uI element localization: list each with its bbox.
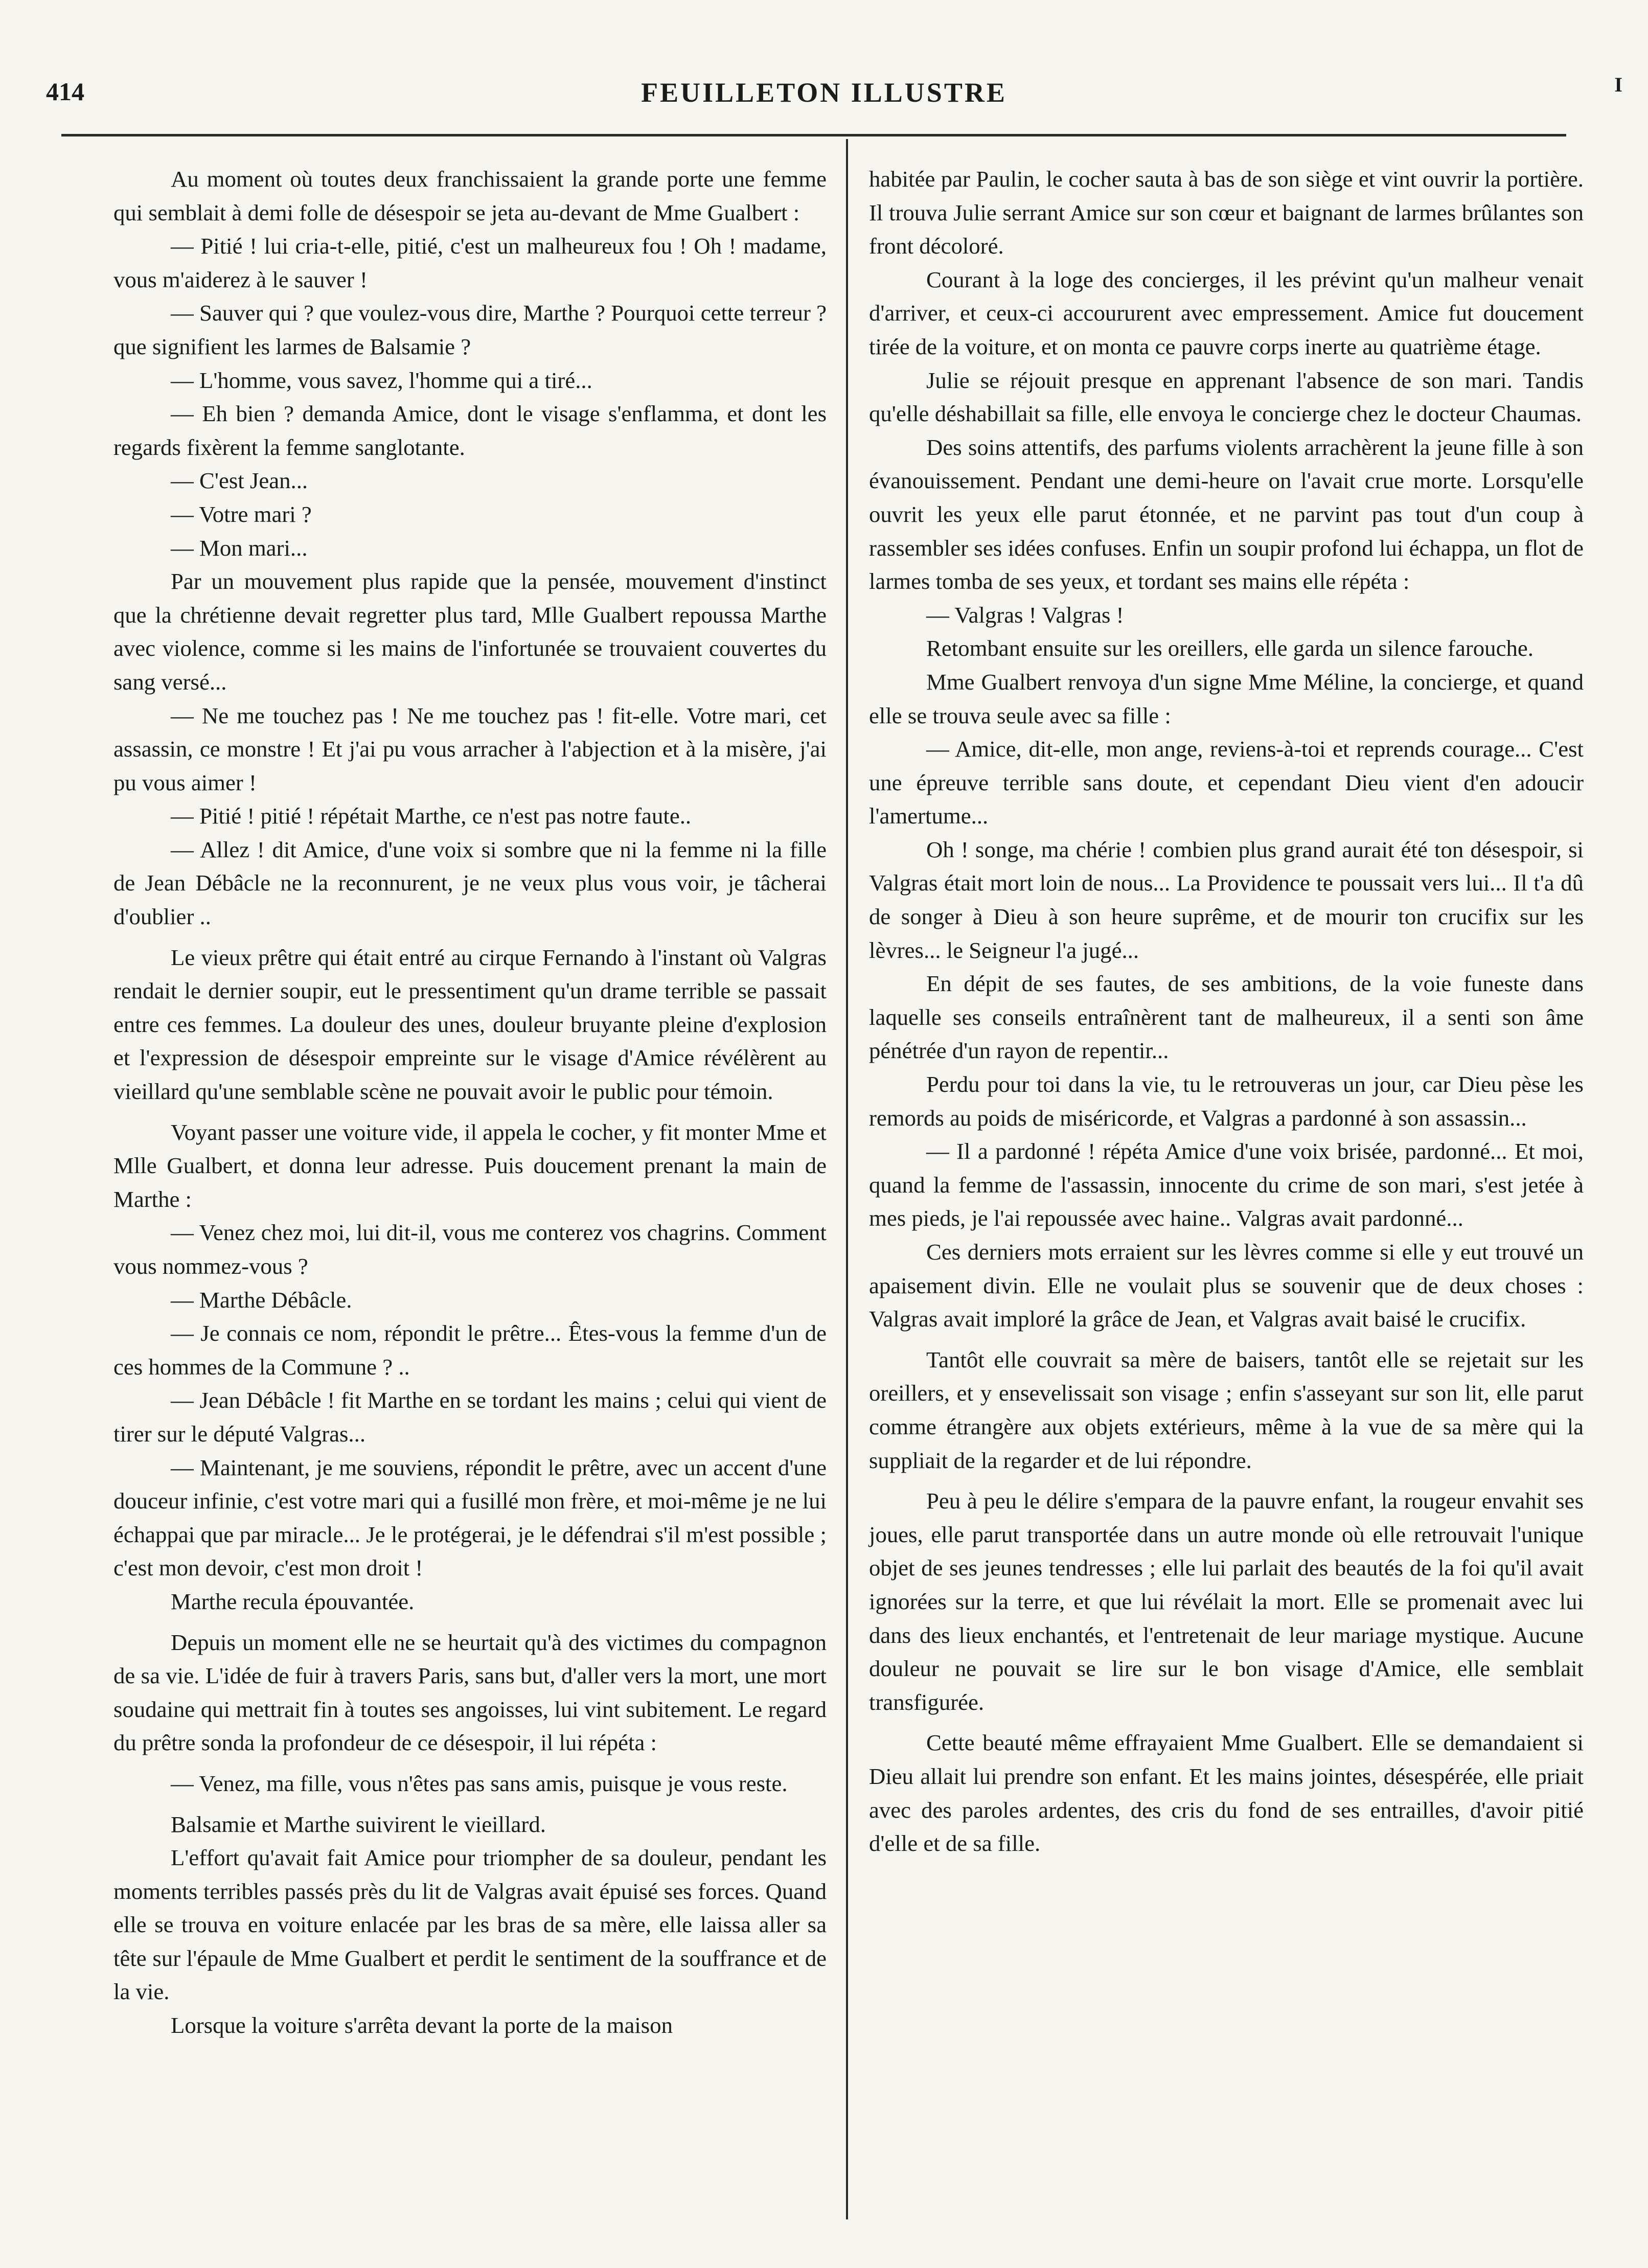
paragraph: Des soins attentifs, des parfums violents arrachèrent la jeune fille à son évanouissement. Pendant une demi-heure on l'avait crue morte. Lorsqu'elle ouvrit les yeux elle parut étonnée, et ne parvint pas tout d'un coup à rassembler ses idées confuses. Enfin un soupir profond lui échappa, un flot de larmes tomba de ses yeux, et tordant ses mains elle répéta : <box>869 434 1584 594</box>
paragraph: Balsamie et Marthe suivirent le vieillard. <box>171 1811 546 1837</box>
right-column <box>869 163 1584 1861</box>
paragraph: L'effort qu'avait fait Amice pour triompher de sa douleur, pendant les moments terribles passés près du lit de Valgras avait épuisé ses forces. Quand elle se trouva en voiture enlacée par les bras de sa mère, elle laissa aller sa tête sur l'épaule de Mme Gualbert et perdit le sentiment de la souffrance et de la vie. <box>113 1845 827 2005</box>
paragraph: Julie se réjouit presque en apprenant l'absence de son mari. Tandis qu'elle déshabillait sa fille, elle envoya le concierge chez le docteur Chaumas. <box>869 367 1584 427</box>
paragraph: Ces derniers mots erraient sur les lèvres comme si elle y eut trouvé un apaisement divin. Elle ne voulait plus se souvenir que de deux choses : Valgras avait imploré la grâce de Jean, et Valgras avait baisé le crucifix. <box>869 1239 1584 1332</box>
left-column <box>113 163 827 2043</box>
paragraph: En dépit de ses fautes, de ses ambitions, de la voie funeste dans laquelle ses conseils entraînèrent tant de malheureux, il a senti son âme pénétrée d'un rayon de repentir... <box>869 971 1584 1064</box>
paragraph: Au moment où toutes deux franchissaient la grande porte une femme qui semblait à demi folle de désespoir se jeta au-devant de Mme Gualbert : <box>113 166 827 225</box>
paragraph: — Sauver qui ? que voulez-vous dire, Marthe ? Pourquoi cette terreur ? que signifient les larmes de Balsamie ? <box>113 300 827 359</box>
paragraph: Cette beauté même effrayaient Mme Gualbert. Elle se demandaient si Dieu allait lui prendre son enfant. Et les mains jointes, désespérée, elle priait avec des paroles ardentes, des cris du fond de ses entrailles, d'avoir pitié d'elle et de sa fille. <box>869 1730 1584 1857</box>
paragraph: — Valgras ! Valgras ! <box>926 602 1124 628</box>
paragraph: — Marthe Débâcle. <box>171 1287 352 1313</box>
margin-mark: I <box>1614 73 1622 96</box>
paragraph: Oh ! songe, ma chérie ! combien plus grand aurait été ton désespoir, si Valgras était mort loin de nous... La Providence te poussait vers lui... Il t'a dû de songer à Dieu à son heure suprême, et de mourir ton crucifix sur les lèvres... le Seigneur l'a jugé... <box>869 836 1584 963</box>
paragraph: — Maintenant, je me souviens, répondit le prêtre, avec un accent d'une douceur infinie, c'est votre mari qui a fusillé mon frère, et moi-même je ne lui échappai que par miracle... Je le protégerai, je le défendrai s'il m'est possible ; c'est mon devoir, c'est mon droit ! <box>113 1454 827 1581</box>
paragraph: Tantôt elle couvrait sa mère de baisers, tantôt elle se rejetait sur les oreillers, et y ensevelissait son visage ; enfin s'asseyant sur son lit, elle parut comme étrangère aux objets extérieurs, même à la vue de sa mère qui la suppliait de la regarder et de lui répondre. <box>869 1346 1584 1473</box>
paragraph: — L'homme, vous savez, l'homme qui a tiré... <box>171 367 592 393</box>
paragraph: Marthe recula épouvantée. <box>171 1588 415 1614</box>
paragraph: — Venez chez moi, lui dit-il, vous me conterez vos chagrins. Comment vous nommez-vous ? <box>113 1220 827 1279</box>
paragraph: — Pitié ! lui cria-t-elle, pitié, c'est un malheureux fou ! Oh ! madame, vous m'aiderez à le sauver ! <box>113 233 827 292</box>
paragraph: — Jean Débâcle ! fit Marthe en se tordant les mains ; celui qui vient de tirer sur le député Valgras... <box>113 1387 827 1447</box>
paragraph: habitée par Paulin, le cocher sauta à bas de son siège et vint ouvrir la portière. Il trouva Julie serrant Amice sur son cœur et baignant de larmes brûlantes son front décoloré. <box>869 166 1584 259</box>
paragraph: — C'est Jean... <box>171 468 308 494</box>
paragraph: Depuis un moment elle ne se heurtait qu'à des victimes du compagnon de sa vie. L'idée de fuir à travers Paris, sans but, d'aller vers la mort, une mort soudaine qui mettrait fin à toutes ses angoisses, lui vint subitement. Le regard du prêtre sonda la profondeur de ce désespoir, il lui répéta : <box>113 1629 827 1756</box>
paragraph: — Ne me touchez pas ! Ne me touchez pas ! fit-elle. Votre mari, cet assassin, ce monstre ! Et j'ai pu vous arracher à l'abjection et à la misère, j'ai pu vous aimer ! <box>113 702 827 795</box>
running-title: FEUILLETON ILLUSTRE <box>641 77 1007 108</box>
header-rule <box>61 134 1566 136</box>
paragraph: Voyant passer une voiture vide, il appela le cocher, y fit monter Mme et Mlle Gualbert, et donna leur adresse. Puis doucement prenant la main de Marthe : <box>113 1119 827 1212</box>
paragraph: — Je connais ce nom, répondit le prêtre... Êtes-vous la femme d'un de ces hommes de la Commune ? .. <box>113 1320 827 1380</box>
paragraph: Courant à la loge des concierges, il les prévint qu'un malheur venait d'arriver, et ceux-ci accoururent avec empressement. Amice fut doucement tirée de la voiture, et on monta ce pauvre corps inerte au quatrième étage. <box>869 266 1584 359</box>
page-number: 414 <box>46 77 84 106</box>
paragraph: — Allez ! dit Amice, d'une voix si sombre que ni la femme ni la fille de Jean Débâcle ne la reconnurent, je ne veux plus vous voir, je tâcherai d'oublier .. <box>113 836 827 930</box>
paragraph: Retombant ensuite sur les oreillers, elle garda un silence farouche. <box>926 635 1533 661</box>
paragraph: Peu à peu le délire s'empara de la pauvre enfant, la rougeur envahit ses joues, elle parut transportée dans un autre monde où elle retrouvait l'unique objet de ses jeunes tendresses ; elle lui parlait des beautés de la foi qu'il avait ignorées sur la terre, et que lui révélait la mort. Elle se promenait avec lui dans des lieux enchantés, et l'entretenait de leur mariage mystique. Aucune douleur ne pouvait se lire sur le bon visage d'Amice, elle semblait transfigurée. <box>869 1488 1584 1715</box>
paragraph: — Votre mari ? <box>171 501 312 527</box>
column-divider <box>846 139 848 2219</box>
paragraph: Lorsque la voiture s'arrêta devant la porte de la maison <box>171 2012 673 2038</box>
paragraph: Mme Gualbert renvoya d'un signe Mme Méline, la concierge, et quand elle se trouva seule avec sa fille : <box>869 669 1584 728</box>
paragraph: Le vieux prêtre qui était entré au cirque Fernando à l'instant où Valgras rendait le dernier soupir, eut le pressentiment qu'un drame terrible se passait entre ces femmes. La douleur des unes, douleur bruyante pleine d'explosion et l'expression de désespoir empreinte sur le visage d'Amice révélèrent au vieillard qu'une semblable scène ne pouvait avoir le public pour témoin. <box>113 944 827 1105</box>
paragraph: — Eh bien ? demanda Amice, dont le visage s'enflamma, et dont les regards fixèrent la femme sanglotante. <box>113 401 827 460</box>
paragraph: — Pitié ! pitié ! répétait Marthe, ce n'est pas notre faute.. <box>171 803 692 829</box>
paragraph: Par un mouvement plus rapide que la pensée, mouvement d'instinct que la chrétienne devait regretter plus tard, Mlle Gualbert repoussa Marthe avec violence, comme si les mains de l'infortunée se trouvaient couvertes du sang versé... <box>113 568 827 695</box>
paragraph: — Il a pardonné ! répéta Amice d'une voix brisée, pardonné... Et moi, quand la femme de l'assassin, innocente du crime de son mari, s'est jetée à mes pieds, je l'ai repoussée avec haine.. Valgras avait pardonné... <box>869 1138 1584 1231</box>
paragraph: Perdu pour toi dans la vie, tu le retrouveras un jour, car Dieu pèse les remords au poids de miséricorde, et Valgras a pardonné à son assassin... <box>869 1071 1584 1131</box>
paragraph: — Venez, ma fille, vous n'êtes pas sans amis, puisque je vous reste. <box>171 1770 788 1796</box>
paragraph: — Mon mari... <box>171 535 308 561</box>
paragraph: — Amice, dit-elle, mon ange, reviens-à-toi et reprends courage... C'est une épreuve terrible sans doute, et cependant Dieu vient d'en adoucir l'amertume... <box>869 736 1584 829</box>
